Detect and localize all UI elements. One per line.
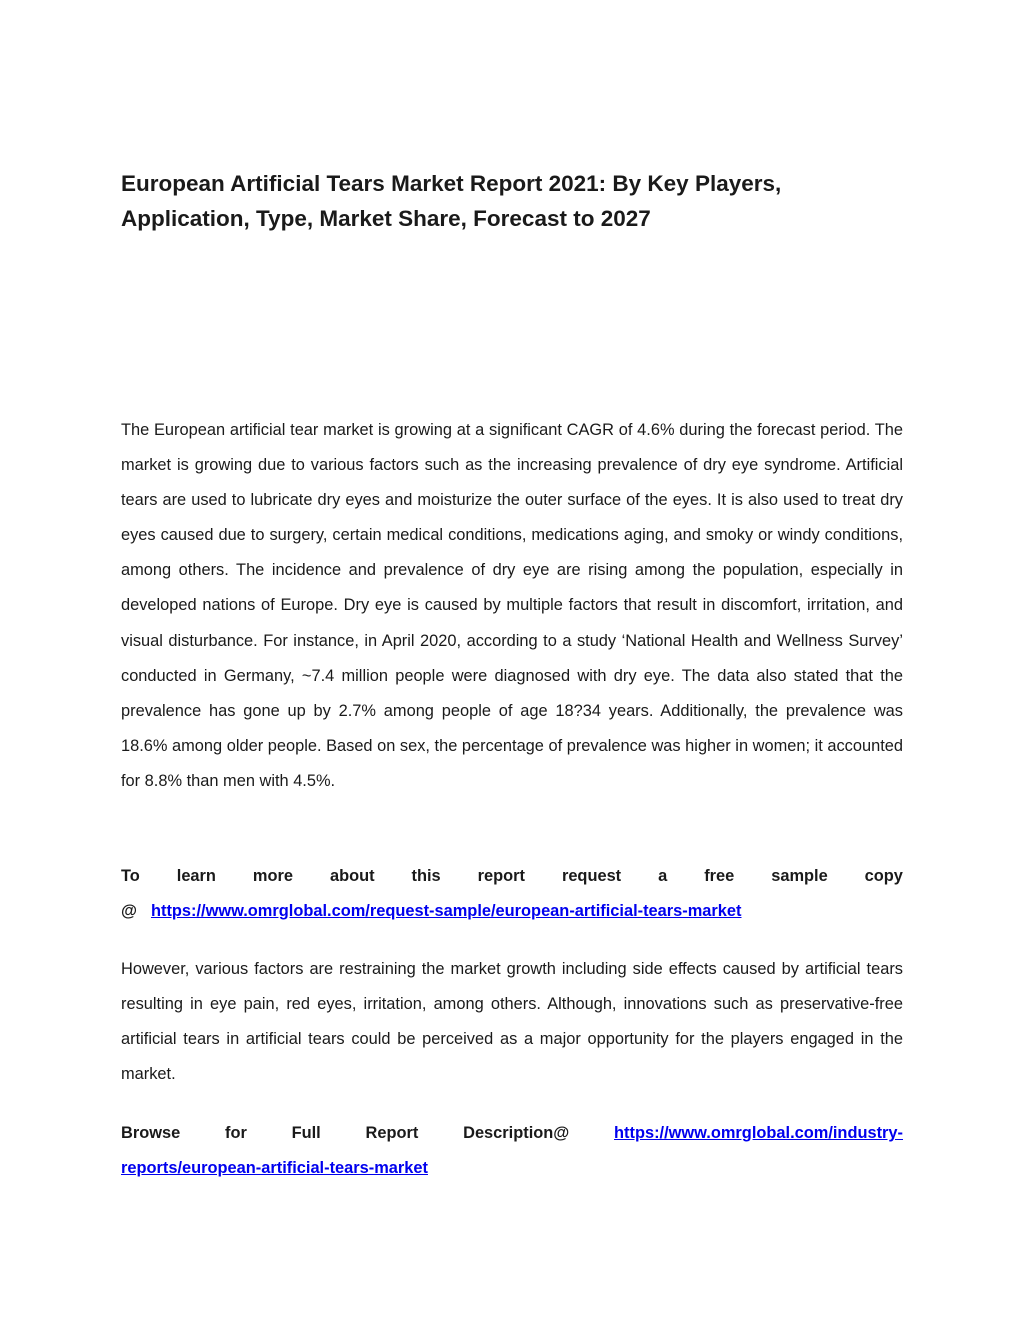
cta-word: for: [224, 1124, 247, 1142]
browse-cta-link-line: [121, 1151, 903, 1186]
browse-cta-words: [121, 1116, 903, 1151]
cta-word: Full: [291, 1124, 321, 1142]
restraints-paragraph: However, various factors are restraining the market growth including side effects caused by artificial tears resulting in eye pain, red eyes, irritation, among others. Although, innovations such as preservative-free artificial tears in artificial tears could be perceived as a major opportunity for the players engaged in the market.: [121, 960, 903, 1084]
sample-cta-words: [121, 859, 903, 894]
full-report-link-part-2[interactable]: reports/european-artificial-tears-market: [121, 1159, 428, 1177]
at-symbol: @: [121, 902, 137, 920]
cta-word: free: [704, 867, 735, 885]
cta-word: Browse: [121, 1124, 181, 1142]
cta-word: copy: [864, 867, 903, 885]
cta-word: Description@: [463, 1124, 570, 1142]
cta-word: To: [121, 867, 140, 885]
cta-word: learn: [176, 867, 216, 885]
cta-word: more: [252, 867, 293, 885]
full-report-link-part-1[interactable]: https://www.omrglobal.com/industry-: [614, 1124, 903, 1142]
intro-paragraph: The European artificial tear market is growing at a significant CAGR of 4.6% during the forecast period. The market is growing due to various factors such as the increasing prevalence of dry eye syndrome. Artificial tears are used to lubricate dry eyes and moisturize the outer surface of the eyes. It is also used to treat dry eyes caused due to surgery, certain medical conditions, medications aging, and smoky or windy conditions, among others. The incidence and prevalence of dry eye are rising among the population, especially in developed nations of Europe. Dry eye is caused by multiple factors that result in discomfort, irritation, and visual disturbance. For instance, in April 2020, according to a study ‘National Health and Wellness Survey’ conducted in Germany, ~7.4 million people were diagnosed with dry eye. The data also stated that the prevalence has gone up by 2.7% among people of age 18?34 years. Additionally, the prevalence was 18.6% among older people. Based on sex, the percentage of prevalence was higher in women; it accounted for 8.8% than men with 4.5%.: [121, 421, 903, 790]
cta-word: about: [329, 867, 375, 885]
browse-report-cta: [121, 1116, 903, 1186]
sample-cta-link-line: [121, 894, 903, 929]
request-sample-link[interactable]: https://www.omrglobal.com/request-sample/european-artificial-tears-market: [150, 902, 742, 920]
cta-word: this: [411, 867, 441, 885]
cta-word: a: [658, 867, 668, 885]
document-title: European Artificial Tears Market Report 2021: By Key Players, Application, Type, Market Share, Forecast to 2027: [121, 171, 782, 231]
cta-word: Report: [365, 1124, 419, 1142]
sample-request-cta: [121, 859, 903, 929]
cta-word: sample: [771, 867, 828, 885]
cta-word: report: [477, 867, 525, 885]
cta-word: request: [561, 867, 622, 885]
